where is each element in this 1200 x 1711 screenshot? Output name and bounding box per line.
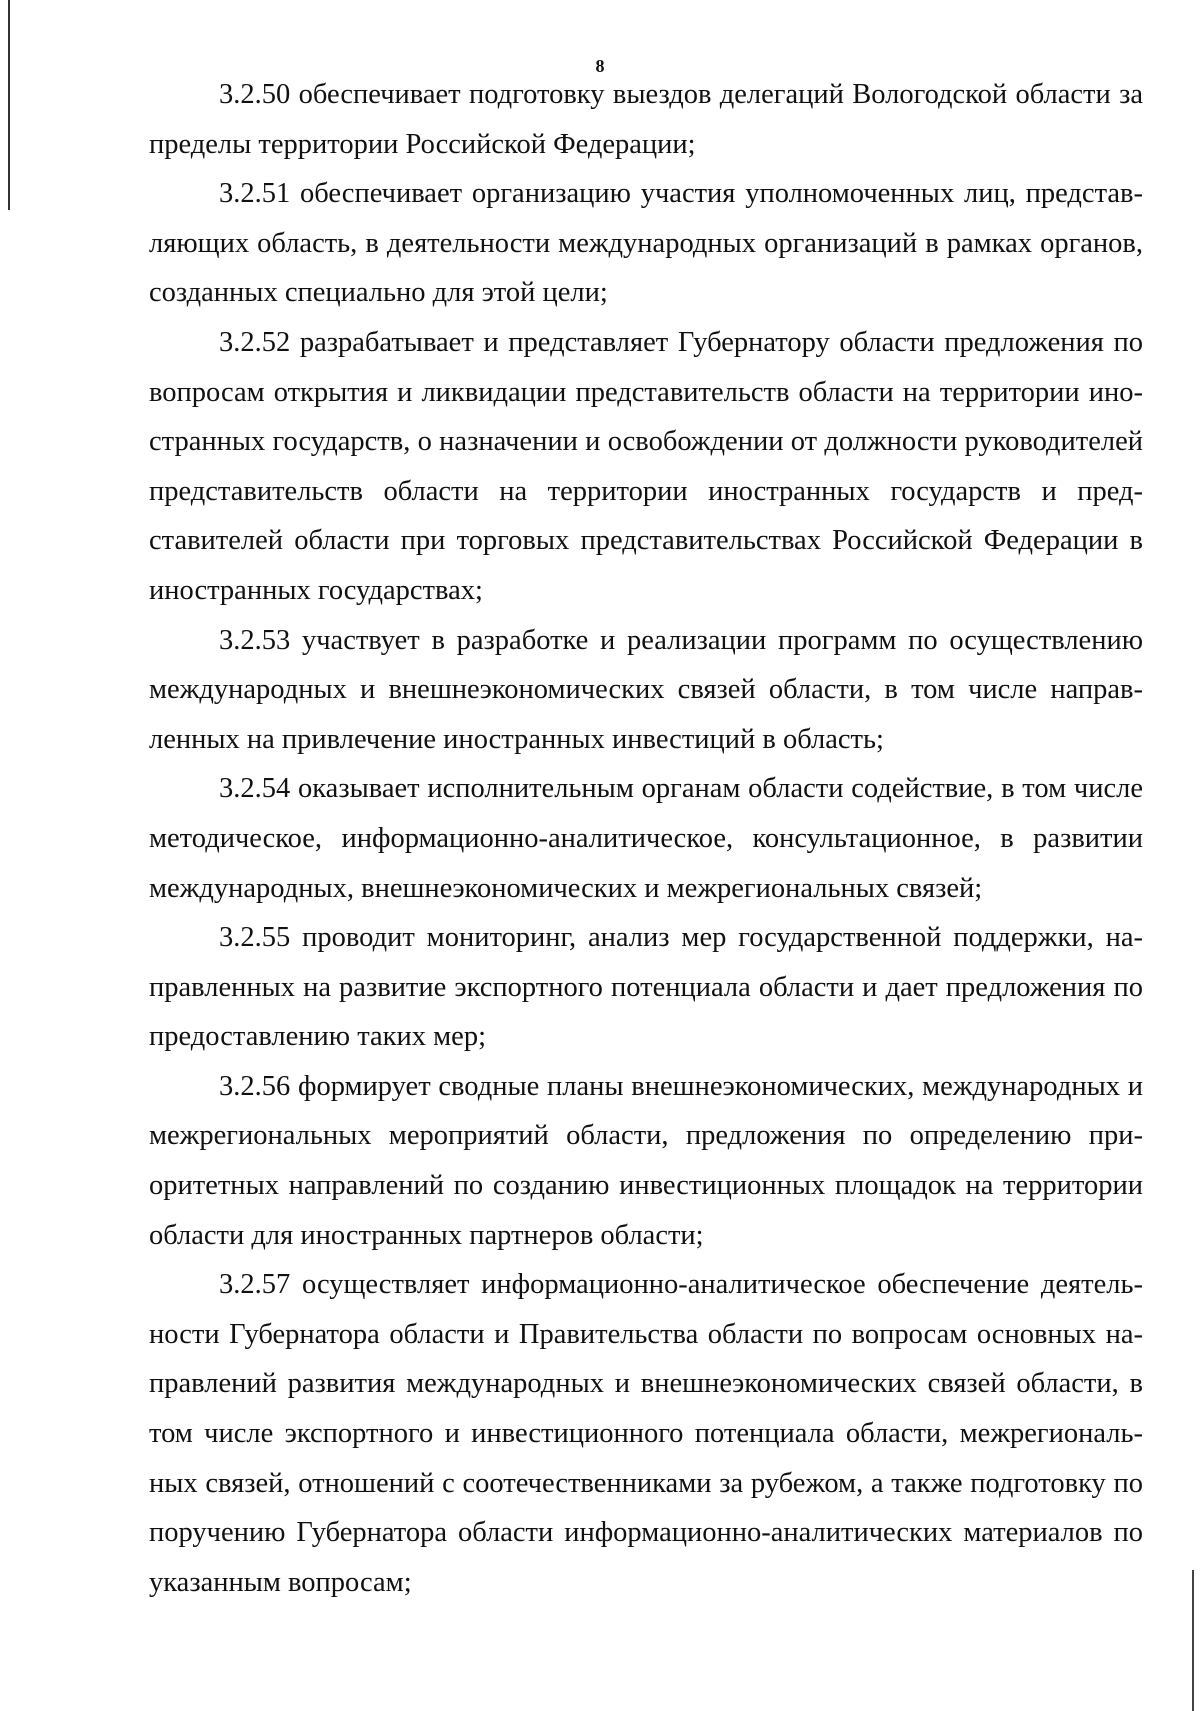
scan-edge-left: [8, 0, 10, 210]
document-body: [149, 70, 1143, 1607]
paragraph-3-2-55: 3.2.55 проводит мониторинг, анализ мер государственной поддержки, направленных на развитие экспортного потенциала области и дает предложения по предоставлению таких мер;: [149, 922, 1143, 1053]
paragraph-3-2-56: 3.2.56 формирует сводные планы внешнеэкономических, международных и межрегиональных мероприятий области, предложения по определению приоритетных направлений по созданию инвестиционных площадок на территории области для иностранных партнеров области;: [149, 1070, 1143, 1251]
scan-edge-right: [1192, 1570, 1194, 1711]
paragraph-3-2-54: 3.2.54 оказывает исполнительным органам области содействие, в том числе методическое, информационно-аналитическое, консультационное, в развитии международных, внешнеэкономических и межрегиональных связей;: [149, 773, 1143, 904]
paragraph-3-2-57: 3.2.57 осуществляет информационно-аналитическое обеспечение деятельности Губернатора области и Правительства области по вопросам основных направлений развития международных и внешнеэкономических связей области, в том числе экспортного и инвестиционного потенциала области, межрегиональных связей, отношений с соотечественниками за рубежом, а также подготовку по поручению Губернатора области информационно-аналитических материалов по указанным вопросам;: [149, 1269, 1143, 1598]
paragraph-3-2-53: 3.2.53 участвует в разработке и реализации программ по осуществлению международных и внешнеэкономических связей области, в том числе направленных на привлечение иностранных инвестиций в область;: [149, 624, 1143, 755]
page-number: 8: [595, 56, 605, 76]
paragraph-3-2-52: 3.2.52 разрабатывает и представляет Губернатору области предложения по вопросам открытия и ликвидации представительств области на территории иностранных государств, о назначении и освобождении от должности руководителей представительств области на территории иностранных государств и представителей области при торговых представительствах Российской Федерации в иностранных государствах;: [149, 326, 1143, 606]
paragraph-3-2-50: 3.2.50 обеспечивает подготовку выездов делегаций Вологодской области за пределы территории Российской Федерации;: [149, 79, 1143, 160]
paragraph-3-2-51: 3.2.51 обеспечивает организацию участия уполномоченных лиц, представляющих область, в деятельности международных организаций в рамках органов, созданных специально для этой цели;: [149, 178, 1143, 309]
